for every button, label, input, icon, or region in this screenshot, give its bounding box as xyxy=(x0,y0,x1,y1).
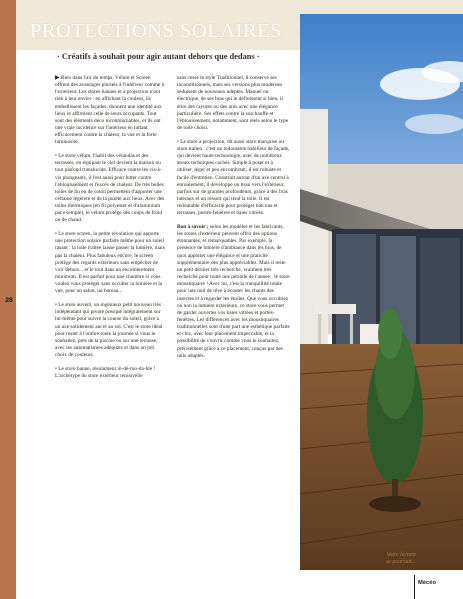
paragraph-text: Bien dans l'air du temps, Vélum et Screen offrent des avantages pluriels à l'intérieur comme à l'extérieur. Les stores bannes et à projection n'ont rien à leur envier : en affichant la couleur, ils embellissent les façades, donnent une identité aux lieux et affirment celle de leurs occupants. Tout sont des éléments déco incontournables, et ils ont une vraie incidence sur l'intérieur en luttant efficacement contre la chaleur, la vue et la forte luminosité. xyxy=(55,75,165,146)
good-to-know-paragraph xyxy=(177,224,290,360)
triangle-right-icon: ▶ xyxy=(55,75,60,81)
paragraph: • Le store screen, la petite révolution qui apporte une protection solaire parfaite même pour un soleil rasant : la toile traitée laisse passer la lumière, mais pas la chaleur. Plus fabuleux encore, le screen protège des regards extérieurs sans empêcher de voir dehors... et le tout dans un encombrement minimum. Il est parfait pour une chambre si vous voulez vous protéger sans occulter la lumière et la vue, pour un salon, un bureau... xyxy=(55,231,165,295)
paragraph: • Le store banne, résolument in-dé-mo-da-ble ! L'archétype du store extérieur renouvelle xyxy=(55,365,156,379)
terrace-awning-photo xyxy=(300,14,463,570)
footer-divider xyxy=(414,575,415,599)
article-column-1 xyxy=(55,75,165,575)
caption-line: Votre lecture xyxy=(386,552,416,558)
continue-caption xyxy=(360,552,416,566)
caption-line: se poursuit... xyxy=(386,559,416,565)
deck-subtitle: · Créatifs à souhait pour agir autant dehors que dedans · xyxy=(57,52,260,61)
paragraph: • Le store vélum, l'habit des vérandas et des terrasses, en équipant le ciel devient la maison ou tout plafond translucide. Efficace contre les vis-à-vis plongeants, il l'est aussi pour lutter contre l'éblouissement et l'excès de chaleur. De très belles toiles de lin en de coton permettent d'apporter une certaine légèreté et de la pureté aux lieux. Avec des toiles thermiques (en fil polyester et d'aluminium par exemple), le vélum protège des coups de froid ou de chaud. xyxy=(55,153,165,224)
page-headline: PROTECTIONS SOLAIRES xyxy=(30,20,283,42)
paragraph: • Le store à projection, dit aussi store marquise ou store italien : c'est un redoutable habilleur de façade, qui devient haute technologie, avec de nombreux atouts techniques cachés. Simple à poser et à utiliser, léger et peu encombrant, il est robuste et facile d'entretien. Construit autour d'un axe central à enroulement, il développe un tissu vers l'extérieur, parfois sur de grandes profondeurs, grâce à des bras latéraux et un ressort qui tend la toile. Il est redoutable d'efficacité pour protéger balcons et terrasses, portes-fenêtres et baies vitrées. xyxy=(177,138,290,217)
good-to-know-label: Bon à savoir ; xyxy=(177,223,209,230)
paragraph: • Le store auvent, un ingénieux petit nouveau très indépendant qui pivote presque intégralement sur lui-même pour suivre la course du soleil, grâce à un axe solidement ancré au sol. C'est le store idéal pour rester à l'ombre toute la journée si vous le souhaitez, près de la piscine ou sur une terrasse, avec les automatismes adéquats et dans un joli choix de couleurs. xyxy=(55,302,163,359)
article-column-2 xyxy=(177,75,290,575)
brand-logo: Mécéo xyxy=(418,580,437,586)
paragraph-text: selon les modèles et les fabricants, les stores d'extérieur peuvent offrir des options étonnantes, et remarquables. Par exemple, la présence de lumière d'ambiance dans les bras, de quoi apporter une élégance et une praticité supplémentaire des plus appréciables. Mais il reste un petit dernier très recherché, vraiment très recherché pour toute une période de l'année : le store moustiquaire ! Avec lui, c'est la tranquillité totale pour une nuit de rêve à écouter les chants des insectes et à regarder les étoiles. Que vous occultiez ou non la lumière extérieure, ce store vous permet de garder ouvertes vos baies vitrées et portes-fenêtres. Les différences avec les moustiquaires traditionnelles sont d'une part une esthétique parfaite et chic, avec leur placement impeccable, et la possibilité de s'ouvrir comme vous le souhaitez, précisément grâce à ce placement, conçus par des rails adaptés. xyxy=(177,223,290,359)
intro-paragraph xyxy=(55,75,165,147)
paragraph: sans cesse le style Traditionnel, il conserve ses inconditionnels, mais ses versions plus modernes séduisent de nouveaux adeptes. Manuel ou électrique, de ses bras qui le définissent si bien, il étire des rayures ou des unis avec une élégance particulière. Ses effets contre la surchauffe et l'éblouissement, notamment, sont réels selon le type de toile choisi. xyxy=(177,75,289,132)
photo-illustration xyxy=(300,14,463,570)
page-number: 28 xyxy=(5,297,13,304)
